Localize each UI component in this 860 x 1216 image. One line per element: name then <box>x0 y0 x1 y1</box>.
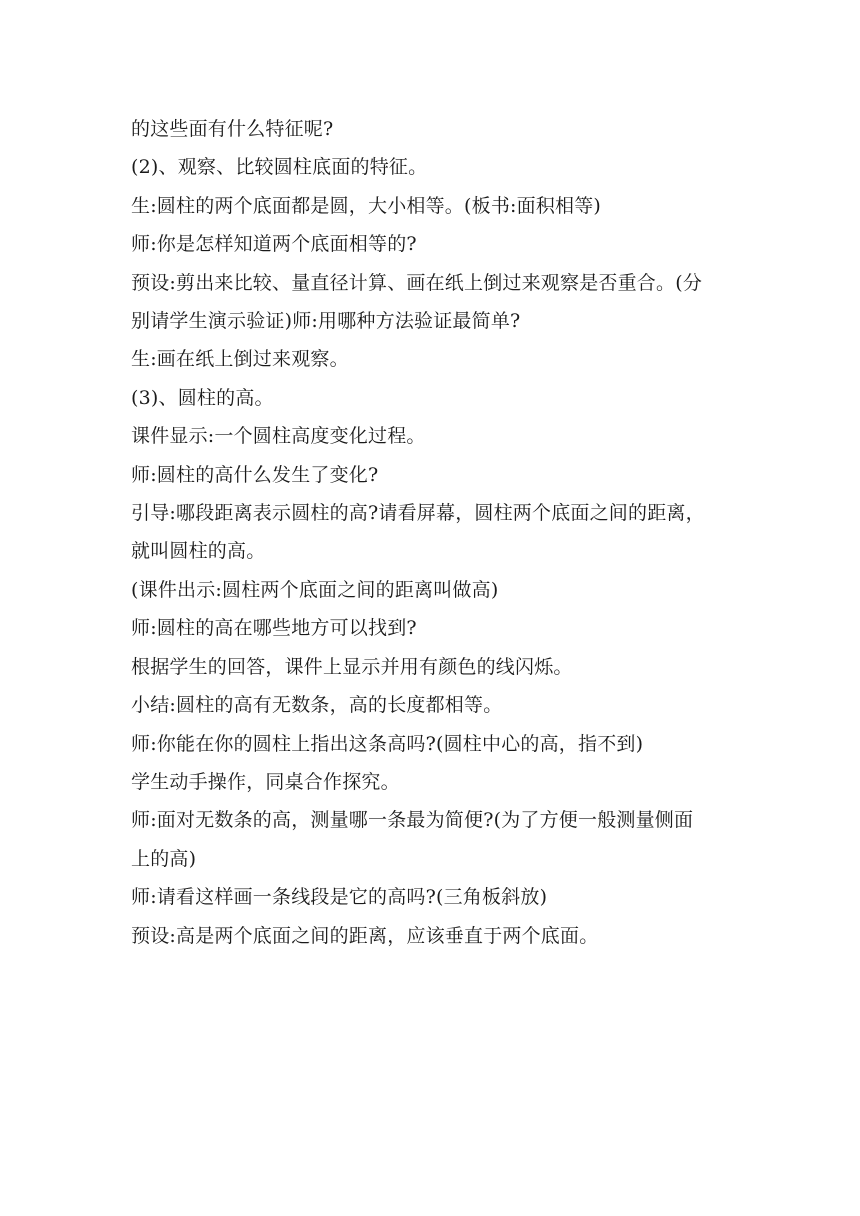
text-line: 师:你能在你的圆柱上指出这条高吗?(圆柱中心的高，指不到) <box>131 732 644 755</box>
text-line: 课件显示:一个圆柱高度变化过程。 <box>131 425 426 448</box>
text-line: 师:你是怎样知道两个底面相等的? <box>131 233 417 256</box>
text-line: 师:面对无数条的高，测量哪一条最为简便?(为了方便一般测量侧面 <box>131 809 694 832</box>
text-line: 根据学生的回答，课件上显示并用有颜色的线闪烁。 <box>131 655 573 678</box>
text-line: 师:圆柱的高在哪些地方可以找到? <box>131 617 417 640</box>
text-line: (2)、观察、比较圆柱底面的特征。 <box>131 156 428 179</box>
document-body <box>131 110 741 955</box>
text-line: 小结:圆柱的高有无数条，高的长度都相等。 <box>131 694 503 717</box>
text-line: 生:圆柱的两个底面都是圆，大小相等。(板书:面积相等) <box>131 194 602 217</box>
text-line: 上的高) <box>131 847 197 870</box>
text-line: 别请学生演示验证)师:用哪种方法验证最简单? <box>131 310 521 333</box>
text-line: (3)、圆柱的高。 <box>131 386 274 409</box>
text-line: 预设:剪出来比较、量直径计算、画在纸上倒过来观察是否重合。(分 <box>131 271 703 294</box>
text-line: (课件出示:圆柱两个底面之间的距离叫做高) <box>131 578 499 601</box>
text-line: 学生动手操作，同桌合作探究。 <box>131 770 400 793</box>
text-line: 引导:哪段距离表示圆柱的高?请看屏幕，圆柱两个底面之间的距离， <box>131 502 705 525</box>
text-line: 的这些面有什么特征呢? <box>131 118 334 140</box>
text-line: 师:圆柱的高什么发生了变化? <box>131 463 379 486</box>
text-line: 师:请看这样画一条线段是它的高吗?(三角板斜放) <box>131 886 548 909</box>
text-line: 预设:高是两个底面之间的距离，应该垂直于两个底面。 <box>131 924 599 947</box>
text-line: 就叫圆柱的高。 <box>131 540 266 563</box>
text-line: 生:画在纸上倒过来观察。 <box>131 348 349 371</box>
